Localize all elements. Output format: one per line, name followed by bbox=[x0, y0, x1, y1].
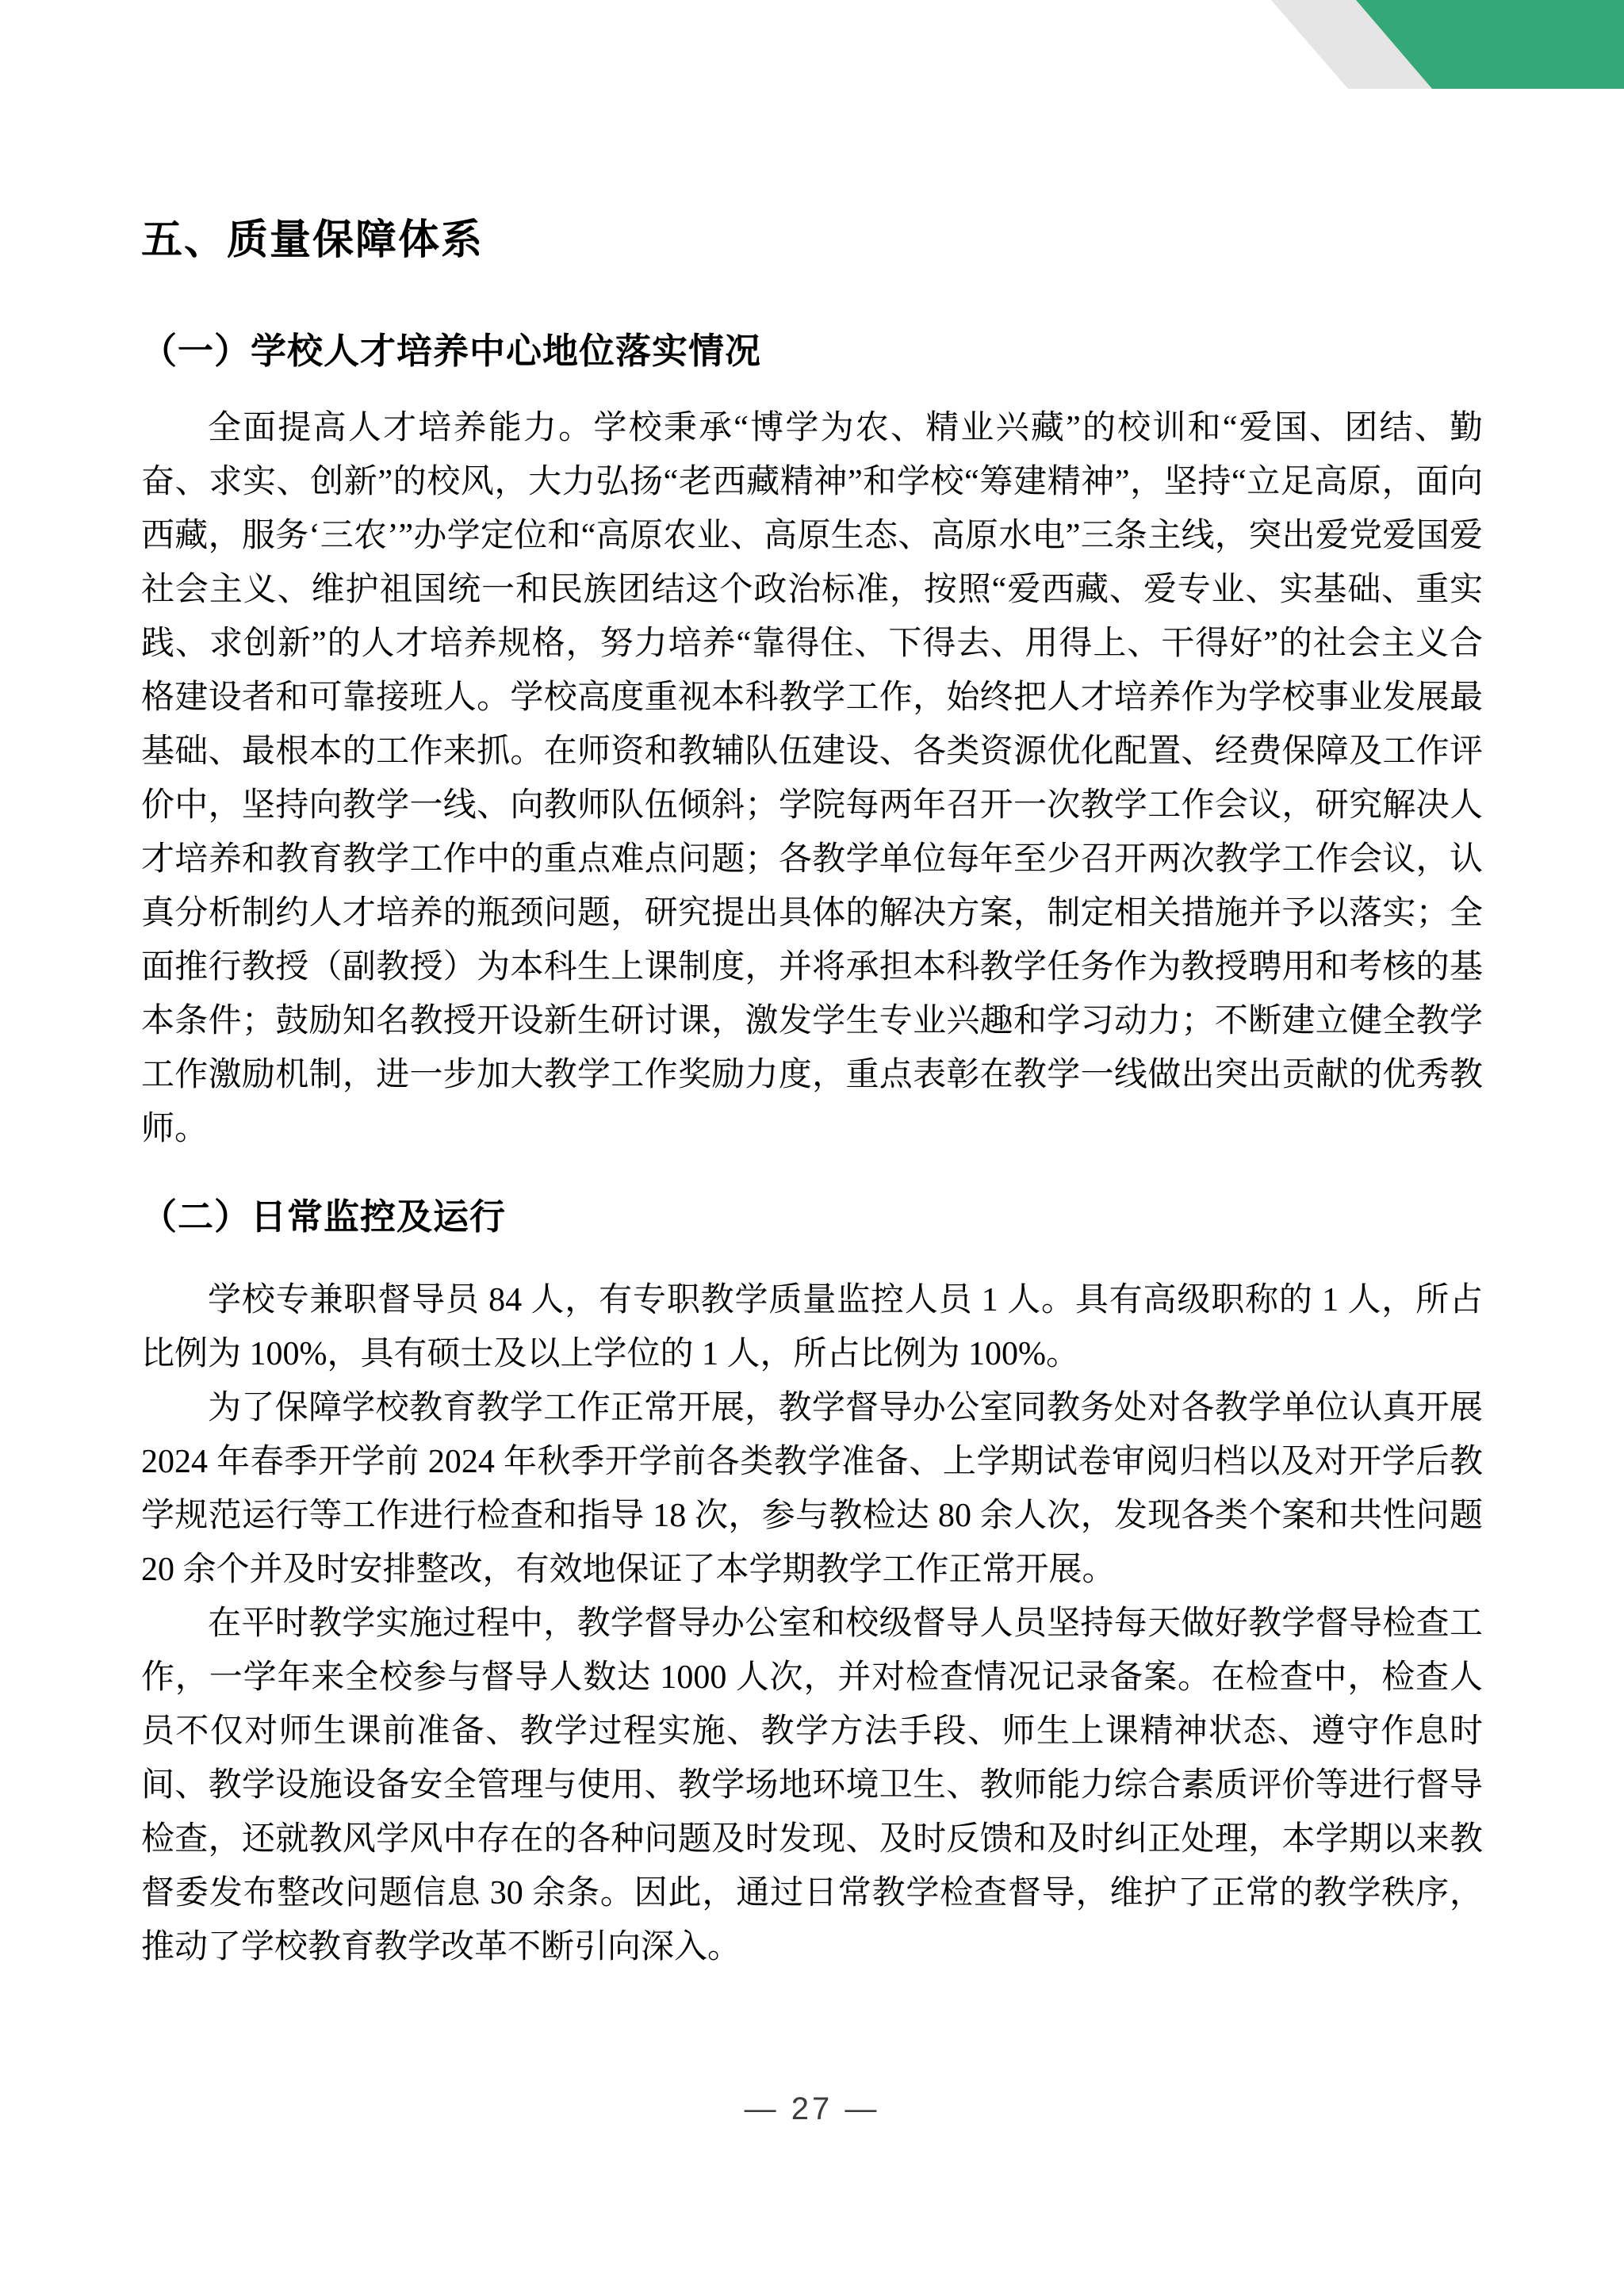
page-content bbox=[141, 0, 1483, 1974]
subsection-heading-1: （一）学校人才培养中心地位落实情况 bbox=[141, 331, 762, 371]
section-title: 五、质量保障体系 bbox=[141, 217, 485, 263]
page-number: — 27 — bbox=[744, 2091, 880, 2126]
paragraph-semester-inspection: 为了保障学校教育教学工作正常开展，教学督导办公室同教务处对各教学单位认真开展 2024 年春季开学前 2024 年秋季开学前各类教学准备、上学期试卷审阅归档以及对开学后教学规范运行等工作进行检查和指导 18 次，参与教检达 80 余人次，发现各类个案和共性问题 20 余个并及时安排整改，有效地保证了本学期教学工作正常开展。 bbox=[141, 1390, 1483, 1588]
paragraph-talent-cultivation: 全面提高人才培养能力。学校秉承“博学为农、精业兴藏”的校训和“爱国、团结、勤奋、求实、创新”的校风，大力弘扬“老西藏精神”和学校“筹建精神”，坚持“立足高原，面向西藏，服务‘三农’”办学定位和“高原农业、高原生态、高原水电”三条主线，突出爱党爱国爱社会主义、维护祖国统一和民族团结这个政治标准，按照“爱西藏、爱专业、实基础、重实践、求创新”的人才培养规格，努力培养“靠得住、下得去、用得上、干得好”的社会主义合格建设者和可靠接班人。学校高度重视本科教学工作，始终把人才培养作为学校事业发展最基础、最根本的工作来抓。在师资和教辅队伍建设、各类资源优化配置、经费保障及工作评价中，坚持向教学一线、向教师队伍倾斜；学院每两年召开一次教学工作会议，研究解决人才培养和教育教学工作中的重点难点问题；各教学单位每年至少召开两次教学工作会议，认真分析制约人才培养的瓶颈问题，研究提出具体的解决方案，制定相关措施并予以落实；全面推行教授（副教授）为本科生上课制度，并将承担本科教学任务作为教授聘用和考核的基本条件；鼓励知名教授开设新生研讨课，激发学生专业兴趣和学习动力；不断建立健全教学工作激励机制，进一步加大教学工作奖励力度，重点表彰在教学一线做出突出贡献的优秀教师。 bbox=[141, 410, 1483, 1147]
paragraph-supervisor-staff: 学校专兼职督导员 84 人，有专职教学质量监控人员 1 人。具有高级职称的 1 人，所占比例为 100%，具有硕士及以上学位的 1 人，所占比例为 100%。 bbox=[141, 1282, 1483, 1372]
paragraph-daily-supervision: 在平时教学实施过程中，教学督导办公室和校级督导人员坚持每天做好教学督导检查工作，一学年来全校参与督导人数达 1000 人次，并对检查情况记录备案。在检查中，检查人员不仅对师生课前准备、教学过程实施、教学方法手段、师生上课精神状态、遵守作息时间、教学设施设备安全管理与使用、教学场地环境卫生、教师能力综合素质评价等进行督导检查，还就教风学风中存在的各种问题及时发现、及时反馈和及时纠正处理，本学期以来教督委发布整改问题信息 30 余条。因此，通过日常教学检查督导，维护了正常的教学秩序，推动了学校教育教学改革不断引向深入。 bbox=[141, 1605, 1483, 1965]
subsection-heading-2: （二）日常监控及运行 bbox=[141, 1196, 507, 1237]
